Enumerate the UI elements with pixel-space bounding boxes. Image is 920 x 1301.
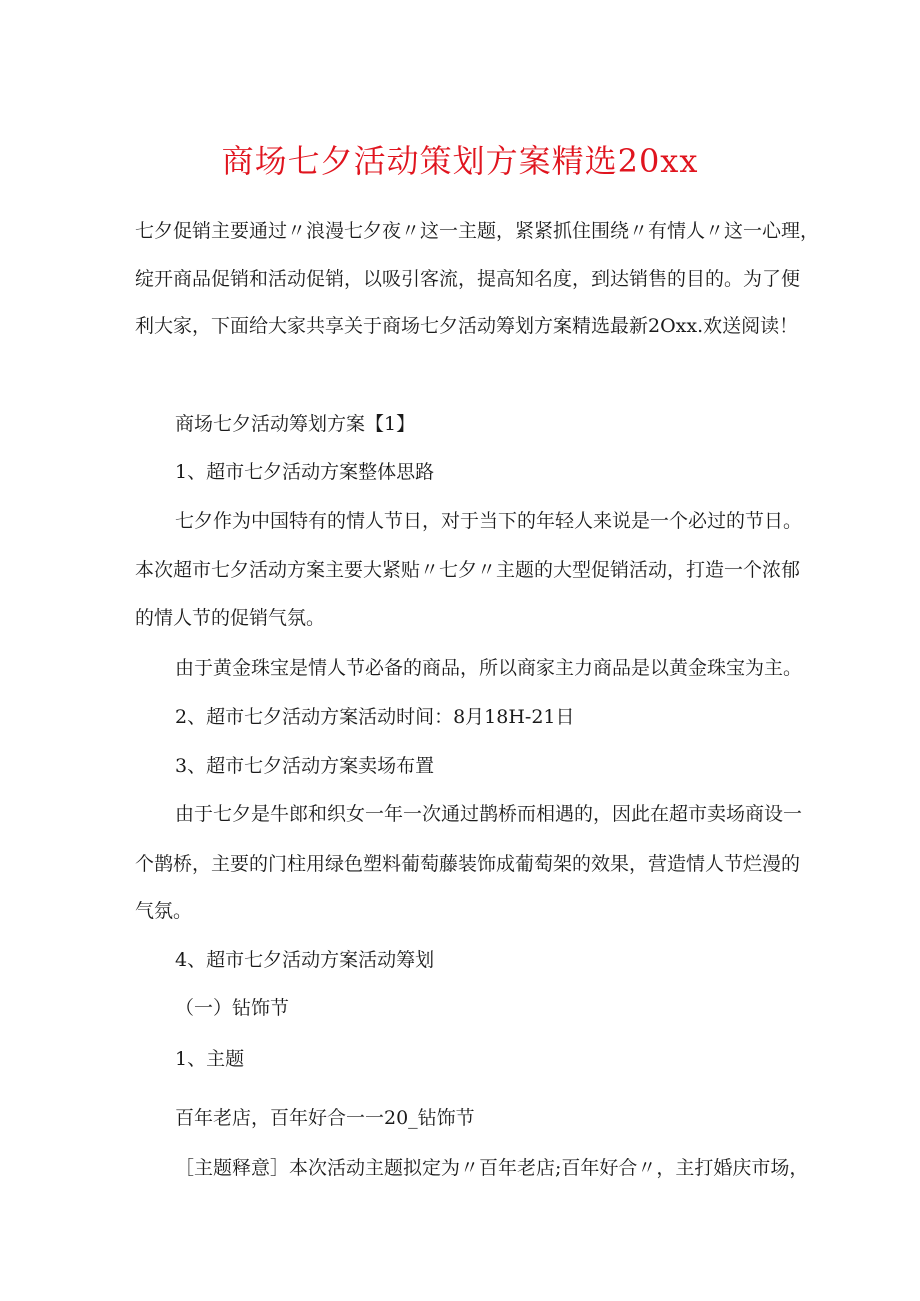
intro-line-3: 利大家，下面给大家共享关于商场七夕活动筹划方案精选最新2Oxx.欢送阅读！ [135,315,799,337]
document-title: 商场七夕活动策划方案精选20xx [221,142,699,180]
section-heading: 商场七夕活动筹划方案【1】 [175,413,416,435]
intro-line-1: 七夕促销主要通过〃浪漫七夕夜〃这一主题，紧紧抓住围绕〃有情人〃这一心理， [135,220,820,242]
item1-para-line-1: 七夕作为中国特有的情人节日，对于当下的年轻人来说是一个必过的节日。 [175,510,803,532]
item3-para-line-1: 由于七夕是牛郎和织女一年一次通过鹊桥而相遇的，因此在超市卖场商设一 [175,803,803,825]
sub-item1: 1、主题 [175,1048,245,1070]
item1-para-line-3: 的情人节的促销气氛。 [135,607,326,629]
theme-line: 百年老店，百年好合一一20_钻饰节 [175,1107,475,1129]
item1-para2: 由于黄金珠宝是情人节必备的商品，所以商家主力商品是以黄金珠宝为主。 [175,657,803,679]
theme-note: ［主题释意］本次活动主题拟定为〃百年老店;百年好合〃，主打婚庆市场， [175,1157,809,1179]
sub-heading: （一）钻饰节 [175,997,290,1019]
item4-heading: 4、超市七夕活动方案活动筹划 [175,949,435,971]
item1-para-line-2: 本次超市七夕活动方案主要大紧贴〃七夕〃主题的大型促销活动，打造一个浓郁 [135,559,801,581]
item1-heading: 1、超市七夕活动方案整体思路 [175,461,435,483]
item3-para-line-2: 个鹊桥，主要的门柱用绿色塑料葡萄藤装饰成葡萄架的效果，营造情人节烂漫的 [135,853,801,875]
item3-heading: 3、超市七夕活动方案卖场布置 [175,755,435,777]
item2-heading: 2、超市七夕活动方案活动时间：8月18H-21日 [175,706,575,728]
item3-para-line-3: 气氛。 [135,900,193,922]
intro-line-2: 绽开商品促销和活动促销，以吸引客流，提高知名度，到达销售的目的。为了便 [135,268,801,290]
